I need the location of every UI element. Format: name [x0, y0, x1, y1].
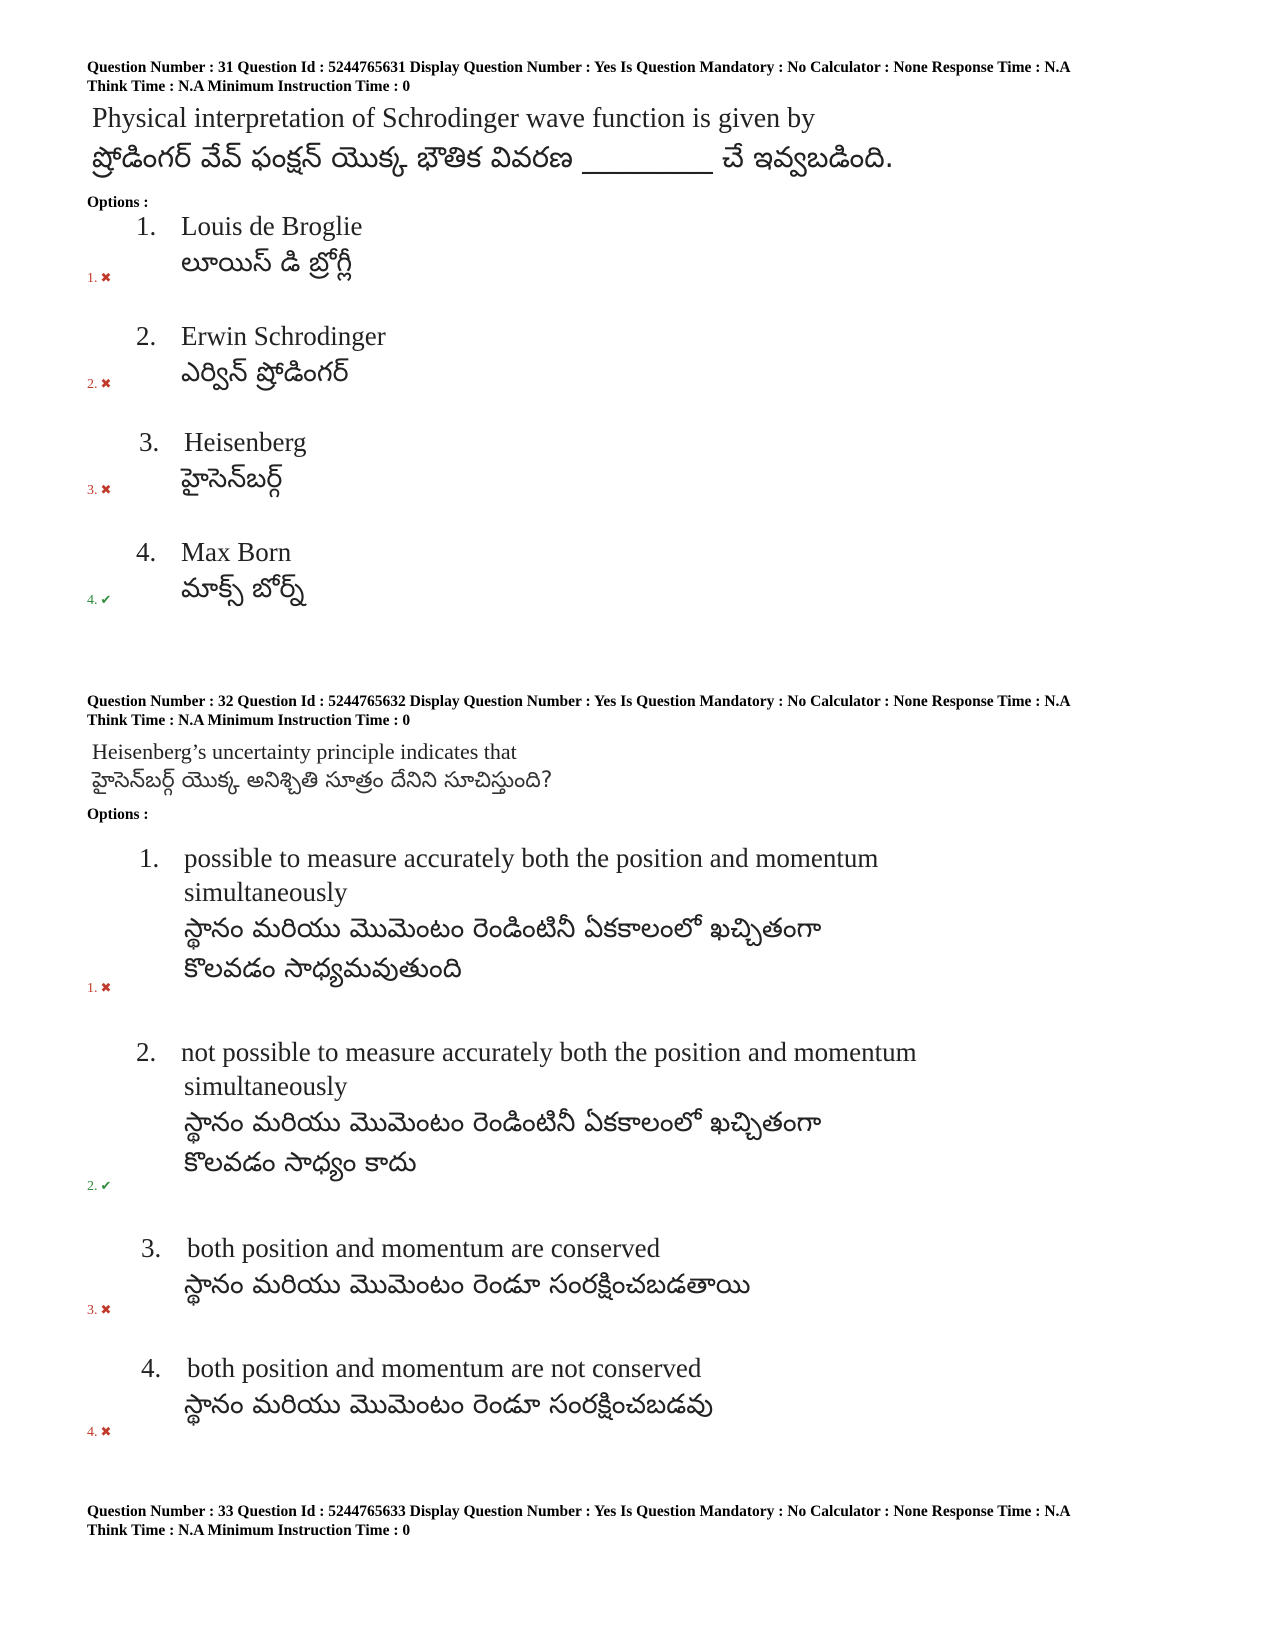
question-stem — [92, 100, 894, 177]
meta-line-2: Think Time : N.A Minimum Instruction Time : 0 — [87, 712, 411, 729]
option-telugu: హైసెన్‌బర్గ్ — [181, 463, 283, 494]
stem-english: Physical interpretation of Schrodinger wave function is given by — [92, 103, 816, 134]
option-telugu-line-1: స్థానం మరియు మొమెంటం రెండింటినీ ఏకకాలంలో ఖచ్చితంగా — [184, 913, 822, 944]
option-telugu: లూయిస్ డి బ్రోగ్లీ — [181, 247, 353, 278]
option-english: Heisenberg — [184, 427, 307, 457]
mark-number: 2. — [87, 1179, 98, 1194]
option-number: 2. — [136, 321, 157, 351]
option-mark — [87, 1302, 111, 1319]
cross-icon: ✖ — [100, 1302, 112, 1317]
meta-line-2: Think Time : N.A Minimum Instruction Time : 0 — [87, 78, 411, 95]
question-stem — [92, 738, 552, 796]
mark-number: 2. — [87, 377, 98, 392]
option-english-line-1: not possible to measure accurately both the position and momentum — [181, 1037, 917, 1067]
question-meta — [87, 58, 1207, 96]
meta-line-1: Question Number : 33 Question Id : 5244765633 Display Question Number : Yes Is Question Mandatory : No Calculator : None Response Time : N.A — [87, 1503, 1071, 1520]
option-telugu: స్థానం మరియు మొమెంటం రెండూ సంరక్షించబడతాయి — [184, 1269, 751, 1300]
cross-icon: ✖ — [100, 980, 112, 995]
options-label: Options : — [87, 806, 149, 823]
mark-number: 1. — [87, 271, 98, 286]
meta-line-1: Question Number : 32 Question Id : 5244765632 Display Question Number : Yes Is Question Mandatory : No Calculator : None Response Time : N.A — [87, 693, 1071, 710]
option-english: both position and momentum are conserved — [187, 1233, 661, 1263]
option-mark — [87, 592, 111, 609]
option-mark — [87, 1424, 111, 1441]
mark-number: 3. — [87, 1303, 98, 1318]
option-telugu-line-1: స్థానం మరియు మొమెంటం రెండింటినీ ఏకకాలంలో ఖచ్చితంగా — [184, 1107, 822, 1138]
meta-line-1: Question Number : 31 Question Id : 5244765631 Display Question Number : Yes Is Question Mandatory : No Calculator : None Response Time : N.A — [87, 59, 1071, 76]
option-number: 3. — [139, 427, 160, 457]
cross-icon: ✖ — [100, 270, 112, 285]
option-english: both position and momentum are not conserved — [187, 1353, 702, 1383]
question-meta — [87, 692, 1207, 730]
option-english: Max Born — [181, 537, 292, 567]
option-number: 3. — [141, 1233, 162, 1263]
check-icon: ✔ — [100, 1178, 112, 1193]
question-meta — [87, 1502, 1207, 1540]
option-telugu: స్థానం మరియు మొమెంటం రెండూ సంరక్షించబడవు — [184, 1389, 714, 1420]
option-number: 1. — [136, 211, 157, 241]
stem-telugu: హైసెన్‌బర్గ్ యొక్క అనిశ్చితి సూత్రం దేనిని సూచిస్తుంది? — [92, 768, 553, 793]
option-mark — [87, 376, 111, 393]
option-telugu-line-2: కొలవడం సాధ్యం కాదు — [184, 1147, 417, 1178]
option-telugu: ఎర్విన్ ష్రోడింగర్ — [181, 357, 349, 388]
option-mark — [87, 1178, 111, 1195]
option-english-line-1: possible to measure accurately both the position and momentum — [184, 843, 879, 873]
option-english: Louis de Broglie — [181, 211, 363, 241]
option-number: 4. — [141, 1353, 162, 1383]
mark-number: 4. — [87, 1425, 98, 1440]
option-number: 1. — [139, 843, 160, 873]
option-english-line-2: simultaneously — [184, 1071, 348, 1101]
option-english-line-2: simultaneously — [184, 877, 348, 907]
option-mark — [87, 270, 111, 287]
option-number: 2. — [136, 1037, 157, 1067]
option-number: 4. — [136, 537, 157, 567]
stem-english: Heisenberg’s uncertainty principle indicates that — [92, 739, 517, 764]
mark-number: 1. — [87, 981, 98, 996]
cross-icon: ✖ — [100, 482, 112, 497]
mark-number: 4. — [87, 593, 98, 608]
check-icon: ✔ — [100, 592, 112, 607]
cross-icon: ✖ — [100, 376, 112, 391]
option-mark — [87, 482, 111, 499]
option-mark — [87, 980, 111, 997]
stem-telugu: ష్రోడింగర్ వేవ్ ఫంక్షన్ యొక్క భౌతిక వివరణ _________ చే ఇవ్వబడింది. — [92, 140, 894, 174]
option-telugu: మాక్స్ బోర్న్ — [181, 573, 305, 604]
options-label: Options : — [87, 194, 149, 211]
meta-line-2: Think Time : N.A Minimum Instruction Time : 0 — [87, 1522, 411, 1539]
option-telugu-line-2: కొలవడం సాధ్యమవుతుంది — [184, 953, 462, 984]
mark-number: 3. — [87, 483, 98, 498]
option-english: Erwin Schrodinger — [181, 321, 386, 351]
cross-icon: ✖ — [100, 1424, 112, 1439]
